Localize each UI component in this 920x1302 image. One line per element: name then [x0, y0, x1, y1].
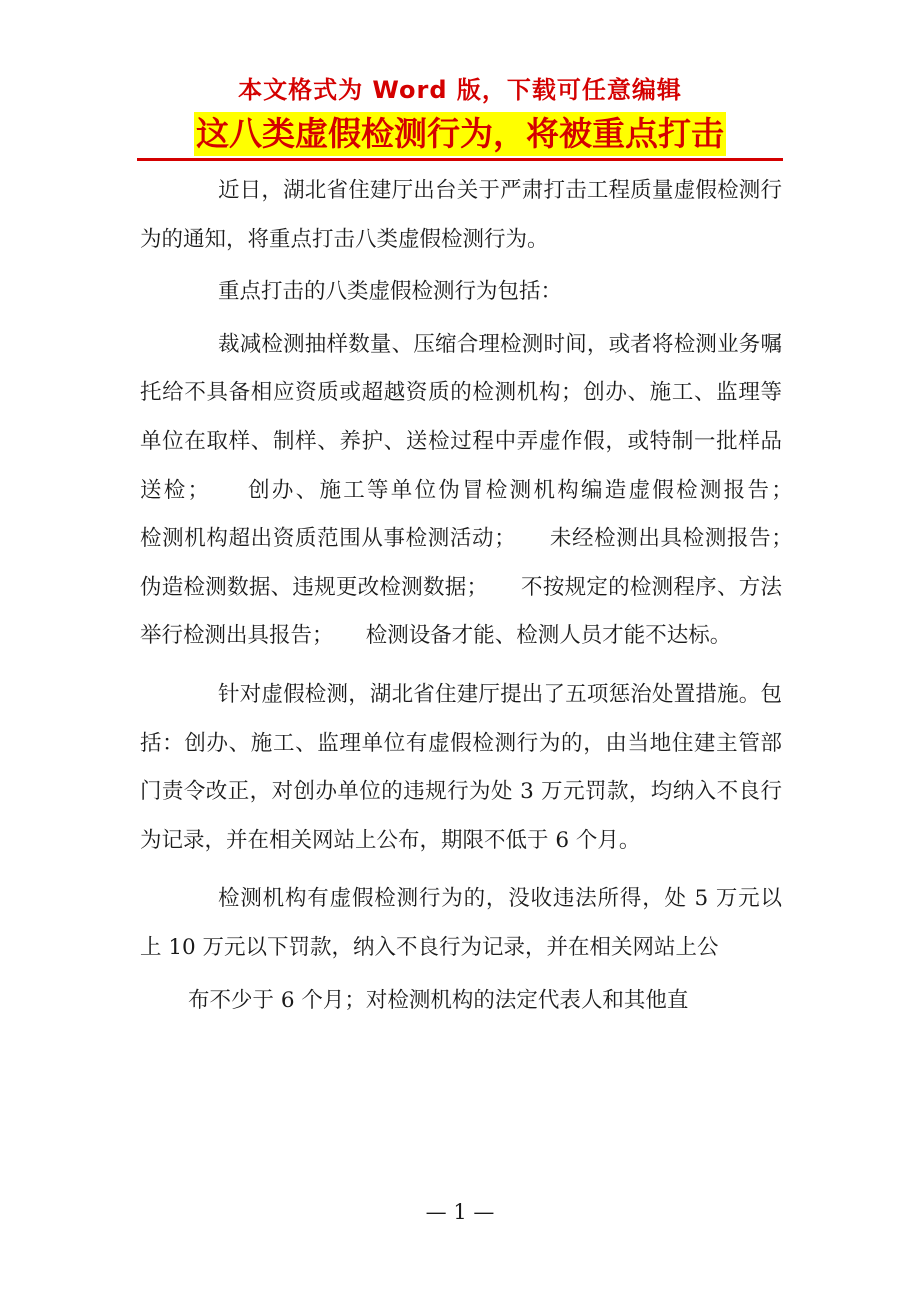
article-body — [140, 167, 826, 1025]
format-notice: 本文格式为 Word 版，下载可任意编辑 — [238, 76, 682, 104]
paragraph-intro: 近日，湖北省住建厅出台关于严肃打击工程质量虚假检测行为的通知，将重点打击八类虚假检测行为。 — [140, 178, 782, 252]
paragraph-measures: 针对虚假检测，湖北省住建厅提出了五项惩治处置措施。包括：创办、施工、监理单位有虚假检测行为的，由当地住建主管部门责令改正，对创办单位的违规行为处 3 万元罚款，均纳入不良行为记录，并在相关网站上公布，期限不低于 6 个月。 — [140, 681, 782, 853]
title-wrapper — [0, 112, 920, 156]
article-title: 这八类虚假检测行为，将被重点打击 — [194, 112, 726, 156]
page-number: — 1 — — [425, 1200, 495, 1224]
paragraph-list: 裁减检测抽样数量、压缩合理检测时间，或者将检测业务嘱托给不具备相应资质或超越资质的检测机构；创办、施工、监理等单位在取样、制样、养护、送检过程中弄虚作假，或特制一批样品送检； 创办、施工等单位伪冒检测机构编造虚假检测报告； 检测机构超出资质范围从事检测活动； 未经检测出具检测报告； 伪造检测数据、违规更改检测数据； 不按规定的检测程序、方法举行检测出具报告； 检测设备才能、检测人员才能不达标。 — [140, 331, 826, 649]
paragraph-agency-penalty: 检测机构有虚假检测行为的，没收违法所得，处 5 万元以上 10 万元以下罚款，纳入不良行为记录，并在相关网站上公 — [140, 886, 782, 960]
title-divider — [137, 158, 783, 161]
paragraph-list-heading: 重点打击的八类虚假检测行为包括： — [218, 279, 563, 305]
paragraph-continued: 布不少于 6 个月；对检测机构的法定代表人和其他直 — [188, 987, 689, 1013]
